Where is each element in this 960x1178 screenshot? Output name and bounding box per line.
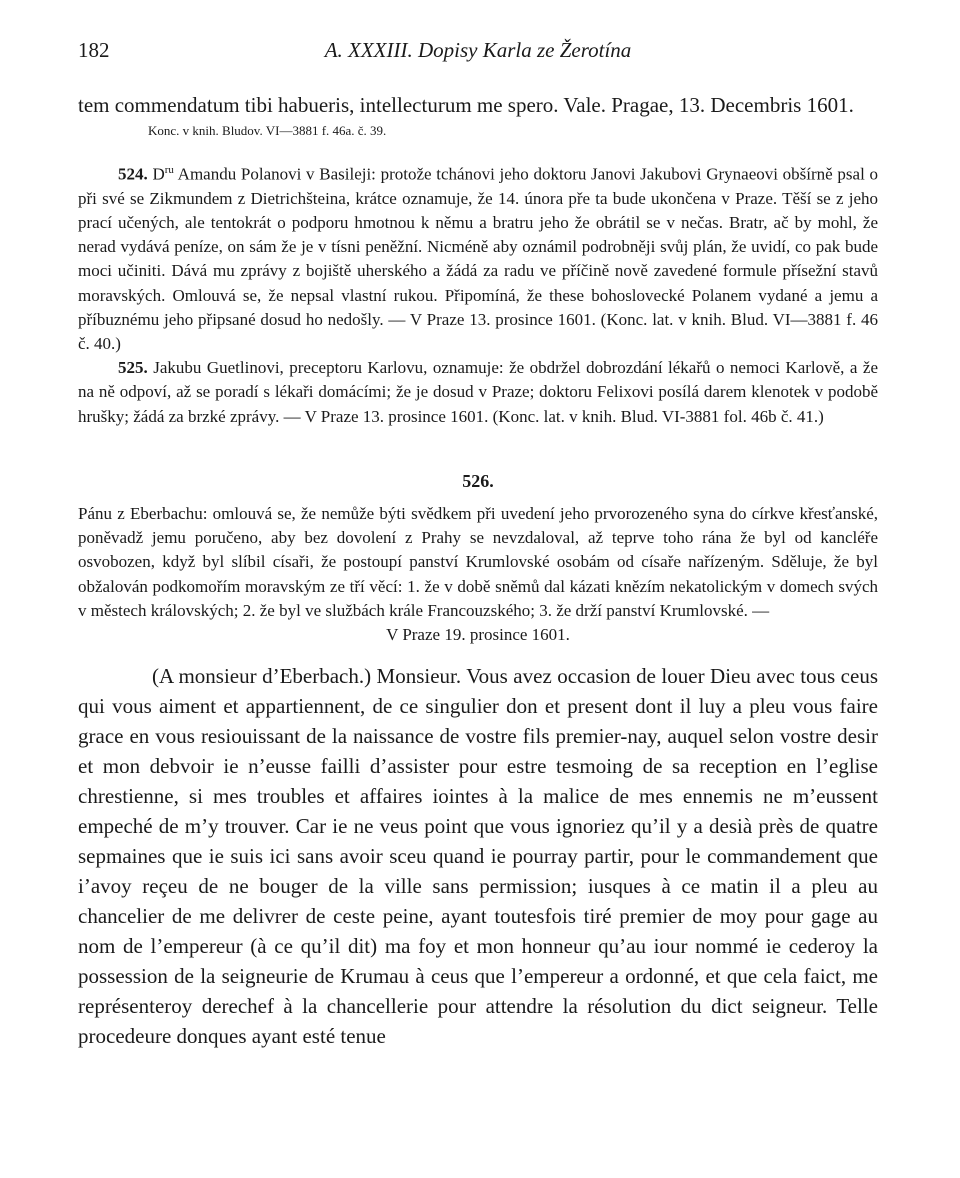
entry-526-dateline: V Praze 19. prosince 1601. (386, 624, 570, 644)
entry-number: 525. (118, 358, 148, 378)
page-header (78, 38, 878, 78)
document-page (78, 0, 878, 1051)
entry-526-heading: 526. (462, 470, 494, 491)
entry-524 (78, 158, 878, 356)
running-title: A. XXXIII. Dopisy Karla ze Žerotína (324, 38, 632, 62)
entry-prefix-sup: ru (164, 164, 174, 176)
entry-number: 524. (118, 164, 148, 184)
entry-prefix: D (152, 164, 165, 184)
entry-text: Jakubu Guetlinovi, preceptoru Karlovu, oznamuje: že obdržel dobrozdání lékařů o nemoci Karlově, a že na ně odpoví, až se poradí s lékaři domácími; že je dosud v Praze; doktoru Felixovi posílá darem klenotek v podobě hrušky; žádá za brzké zprávy. — V Praze 13. prosince 1601. (Konc. lat. v knih. Blud. VI-3881 fol. 46b č. 41.) (78, 358, 878, 426)
letter-continuation: tem commendatum tibi habueris, intellecturum me spero. Vale. Pragae, 13. Decembris 1601. (78, 93, 854, 117)
page-number: 182 (78, 38, 110, 62)
entry-525 (78, 356, 878, 429)
entry-526-summary: Pánu z Eberbachu: omlouvá se, že nemůže býti svědkem při uvedení jeho prvorozeného syna do církve křesťanské, poněvadž jemu poručeno, aby bez dovolení z Prahy se nevzdaloval, až teprve toho rána že byl od kancléře osvobozen, když byl slíbil císaři, že postoupí panství Krumlovské osobám od císaře nařízeným. Sděluje, že byl obžalován podkomořím moravským ze tří věcí: 1. že v době sněmů dal kázati knězím nekatolickým v domech svých v městech královských; 2. že byl ve službách krále Francouzského; 3. že drží panství Krumlovské. — (78, 503, 878, 620)
source-note: Konc. v knih. Bludov. VI—3881 f. 46a. č. 39. (148, 123, 387, 138)
entry-text: Amandu Polanovi v Basileji: protože tchánovi jeho doktoru Janovi Jakubovi Grynaeovi obšírně psal o při své se Zikmundem z Dietrichšteina, krátce oznamuje, že 14. února pře ta bude ukončena v Praze. Těší se z jeho prací učených, ale tentokrát o podporu hmotnou k němu a bratru jeho že obrátil se v nečas. Bratr, ač by mohl, že nerad vydává peníze, on sám že je v tísni peněžní. Nicméně aby oznámil podrobněji svůj plán, že uvidí, co pak bude moci učiniti. Dává mu zprávy z bojiště uherského a žádá za radu ve příčině nově zavedené formule přísežní stavů moravských. Omlouvá se, že nepsal vlastní rukou. Připomíná, že these bohoslovecké Polanem vydané a jemu a příbuznému jeho připsané dosud ho nedošly. — V Praze 13. prosince 1601. (Konc. lat. v knih. Blud. VI—3881 f. 46 č. 40.) (78, 164, 878, 354)
entry-526-letter: (A monsieur d’Eberbach.) Monsieur. Vous avez occasion de louer Dieu avec tous ceus qui vous aiment et appartiennent, de ce singulier don et present dont il luy a pleu vous faire grace en vous resiouissant de la naissance de vostre fils premier-nay, auquel selon vostre desir et mon debvoir ie n’eusse failli d’assister pour estre tesmoing de sa reception en l’eglise chrestienne, si mes troubles et affaires iointes à la malice de mes ennemis ne m’eussent empeché de m’y trouver. Car ie ne veus point que vous ignoriez qu’il y a desià près de quatre sepmaines que ie suis ici sans avoir sceu quand ie pourray partir, pour le commandement que i’avoy reçeu de ne bouger de la ville sans permission; iusques à ce matin il a pleu au chancelier de me delivrer de ceste peine, ayant toutesfois tiré premier de moy pour gage au nom de l’empereur (à ce qu’il dit) ma foy et mon honneur qu’au iour nommé ie cederoy la possession de la seigneurie de Krumau à ceus que l’empereur a ordonné, et que cela faict, me représenteroy derechef à la chancellerie pour attendre la résolution du dict seigneur. Telle procedeure donques ayant esté tenue (78, 664, 878, 1049)
